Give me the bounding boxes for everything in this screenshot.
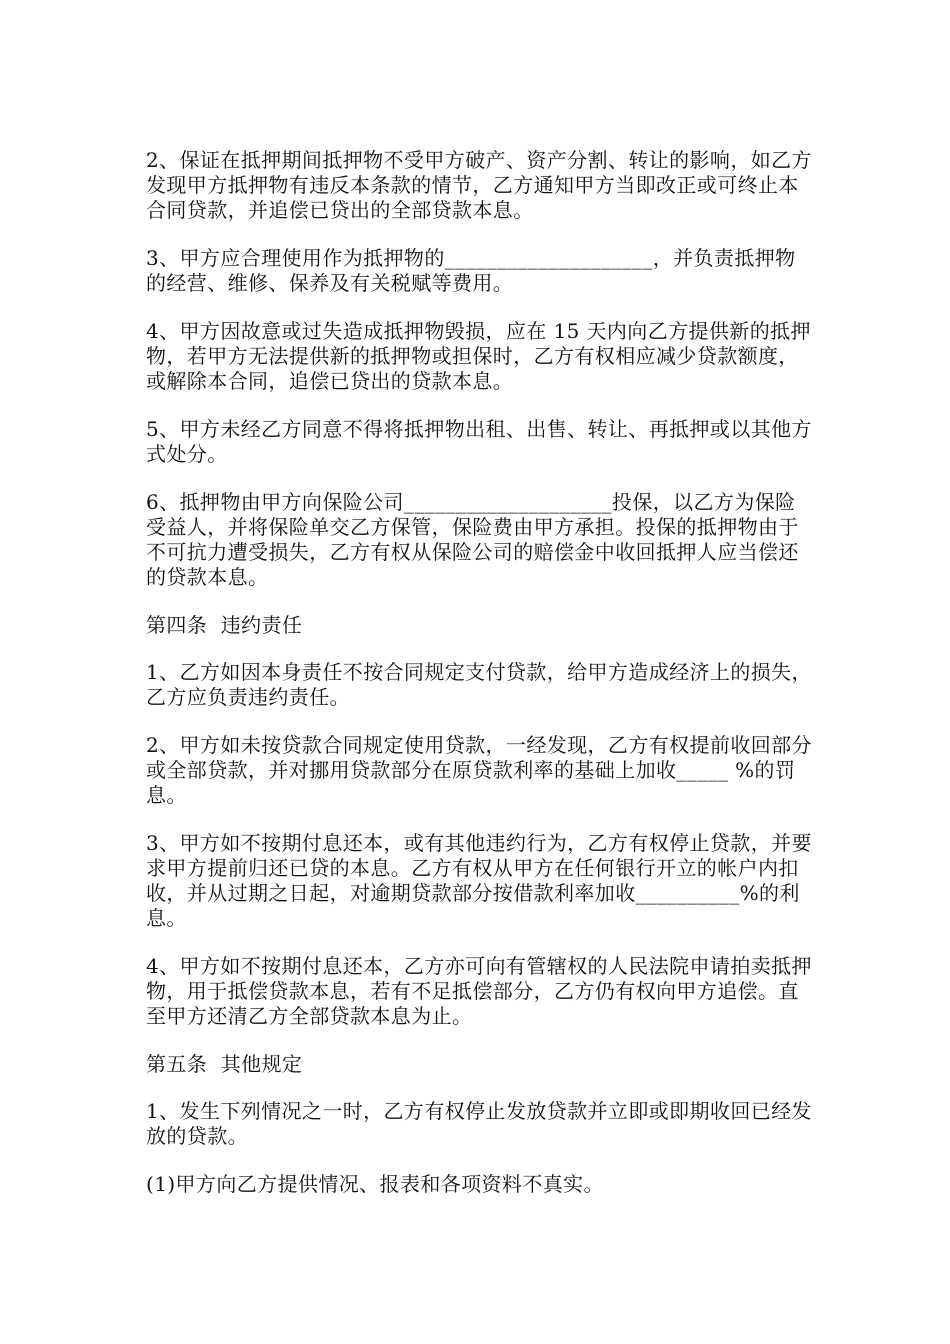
clause-paragraph: 4、甲方如不按期付息还本，乙方亦可向有管辖权的人民法院申请拍卖抵押物，用于抵偿贷款本息，若有不足抵偿部分，乙方仍有权向甲方追偿。直至甲方还清乙方全部贷款本息为止。 [146, 954, 812, 1028]
document-body [146, 148, 812, 1220]
clause-paragraph: (1)甲方向乙方提供情况、报表和各项资料不真实。 [146, 1172, 604, 1196]
clause-paragraph: 1、乙方如因本身责任不按合同规定支付贷款，给甲方造成经济上的损失，乙方应负责违约责任。 [146, 660, 812, 709]
clause-paragraph: 2、甲方如未按贷款合同规定使用贷款，一经发现，乙方有权提前收回部分或全部贷款，并对挪用贷款部分在原贷款利率的基础上加收_____ %的罚息。 [146, 733, 812, 807]
section-heading: 第四条 违约责任 [146, 613, 303, 637]
clause-paragraph: 2、保证在抵押期间抵押物不受甲方破产、资产分割、转让的影响，如乙方发现甲方抵押物有违反本条款的情节，乙方通知甲方当即改正或可终止本合同贷款，并追偿已贷出的全部贷款本息。 [146, 148, 812, 222]
clause-paragraph: 3、甲方应合理使用作为抵押物的____________________，并负责抵押物的经营、维修、保养及有关税赋等费用。 [146, 246, 796, 295]
clause-paragraph: 4、甲方因故意或过失造成抵押物毁损，应在 15 天内向乙方提供新的抵押物，若甲方无法提供新的抵押物或担保时，乙方有权相应减少贷款额度，或解除本合同，追偿已贷出的贷款本息。 [146, 319, 811, 393]
clause-paragraph: 3、甲方如不按期付息还本，或有其他违约行为，乙方有权停止贷款，并要求甲方提前归还已贷的本息。乙方有权从甲方在任何银行开立的帐户内扣收，并从过期之日起，对逾期贷款部分按借款利率加收__________%的利息。 [146, 831, 812, 930]
clause-paragraph: 1、发生下列情况之一时，乙方有权停止发放贷款并立即或即期收回已经发放的贷款。 [146, 1099, 812, 1148]
section-heading: 第五条 其他规定 [146, 1052, 303, 1076]
clause-paragraph: 6、抵押物由甲方向保险公司____________________投保，以乙方为保险受益人，并将保险单交乙方保管，保险费由甲方承担。投保的抵押物由于不可抗力遭受损失，乙方有权从保险公司的赔偿金中收回抵押人应当偿还的贷款本息。 [146, 490, 799, 589]
clause-paragraph: 5、甲方未经乙方同意不得将抵押物出租、出售、转让、再抵押或以其他方式处分。 [146, 417, 812, 466]
